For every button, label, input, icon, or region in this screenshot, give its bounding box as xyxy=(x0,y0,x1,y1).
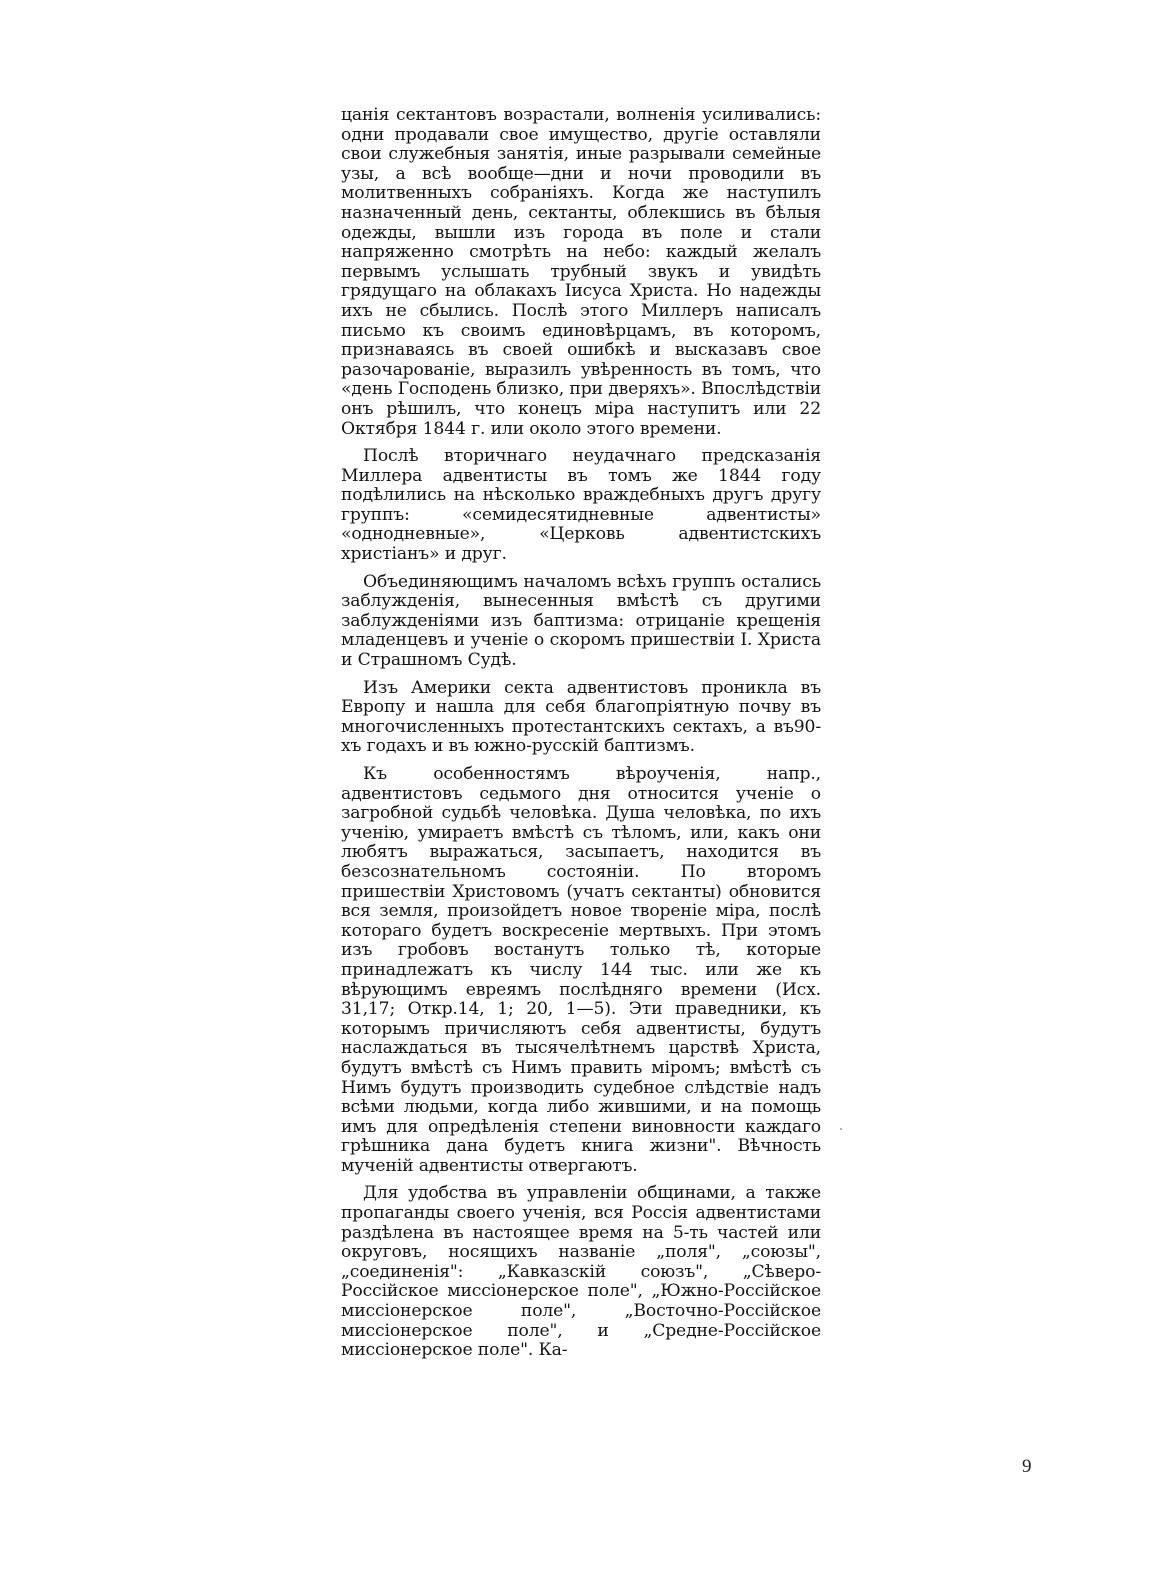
paragraph-3: Объединяющимъ началомъ всѣхъ группъ остались заблужденія, вынесенныя вмѣстѣ съ другими заблужденіями изъ баптизма: отрицаніе крещенія младенцевъ и ученіе о скоромъ пришествіи І. Христа и Страшномъ Судѣ. xyxy=(341,571,821,671)
paragraph-1: цанія сектантовъ возрастали, волненія усиливались: одни продавали свое имущество, другіе оставляли свои служебныя занятія, иные разрывали семейные узы, а всѣ вообще—дни и ночи проводили въ молитвенныхъ собраніяхъ. Когда же наступилъ назначенный день, сектанты, облекшись въ бѣлыя одежды, вышли изъ города въ поле и стали напряженно смотрѣть на небо: каждый желалъ первымъ услышать трубный звукъ и увидѣть грядущаго на облакахъ Іисуса Христа. Но надежды ихъ не сбылись. Послѣ этого Миллеръ написалъ письмо къ своимъ единовѣрцамъ, въ которомъ, признаваясь въ своей ошибкѣ и высказавъ свое разочарованіе, выразилъ увѣренность въ томъ, что «день Господень близко, при дверяхъ». Впослѣдствіи онъ рѣшилъ, что конецъ міра наступитъ или 22 Октября 1844 г. или около этого времени. xyxy=(341,105,821,439)
paragraph-6: Для удобства въ управленіи общинами, а также пропаганды своего ученія, вся Россія адвентистами раздѣлена въ настоящее время на 5-ть частей или округовъ, носящихъ названіе „поля", „союзы", „соединенія": „Кавказскій союзъ", „Сѣверо-Россійское миссіонерское поле", „Южно-Россійское миссіонерское поле", „Восточно-Россійское миссіонерское поле", и „Средне-Россійское миссіонерское поле". Ка- xyxy=(341,1183,821,1361)
text-column xyxy=(341,106,821,1369)
paragraph-2: Послѣ вторичнаго неудачнаго предсказанія Миллера адвентисты въ томъ же 1844 году подѣлились на нѣсколько враждебныхъ другъ другу группъ: «семидесятидневные адвентисты» «однодневные», «Церковь адвентистскихъ христіанъ» и друг. xyxy=(341,446,821,565)
paragraph-5: Къ особенностямъ вѣроученія, напр., адвентистовъ седьмого дня относится ученіе о загробной судьбѣ человѣка. Душа человѣка, по ихъ ученію, умираетъ вмѣстѣ съ тѣломъ, или, какъ они любятъ выражаться, засыпаетъ, находится въ безсознательномъ состояніи. По второмъ пришествіи Христовомъ (учатъ сектанты) обновится вся земля, произойдетъ новое твореніе міра, послѣ котораго будетъ воскресеніе мертвыхъ. При этомъ изъ гробовъ востанутъ только тѣ, которые принадлежатъ къ числу 144 тыс. или же къ вѣрующимъ евреямъ послѣдняго времени (Исх. 31,17; Откр.14, 1; 20, 1—5). Эти праведники, къ которымъ причисляютъ себя адвентисты, будутъ наслаждаться въ тысячелѣтнемъ царствѣ Христа, будутъ вмѣстѣ съ Нимъ править міромъ; вмѣстѣ съ Нимъ будутъ производить судебное слѣдствіе надъ всѣми людьми, когда либо жившими, и на помощь имъ для опредѣленія степени виновности каждаго грѣшника дана будетъ книга жизни". Вѣчность мученій адвентисты отвергаютъ. xyxy=(341,764,821,1176)
page-number: 9 xyxy=(1022,1456,1032,1477)
scan-speck xyxy=(840,1128,842,1130)
paragraph-4: Изъ Америки секта адвентистовъ проникла въ Европу и нашла для себя благопріятную почву въ многочисленныхъ протестантскихъ сектахъ, а въ90-хъ годахъ и въ южно-русскій баптизмъ. xyxy=(341,677,821,757)
